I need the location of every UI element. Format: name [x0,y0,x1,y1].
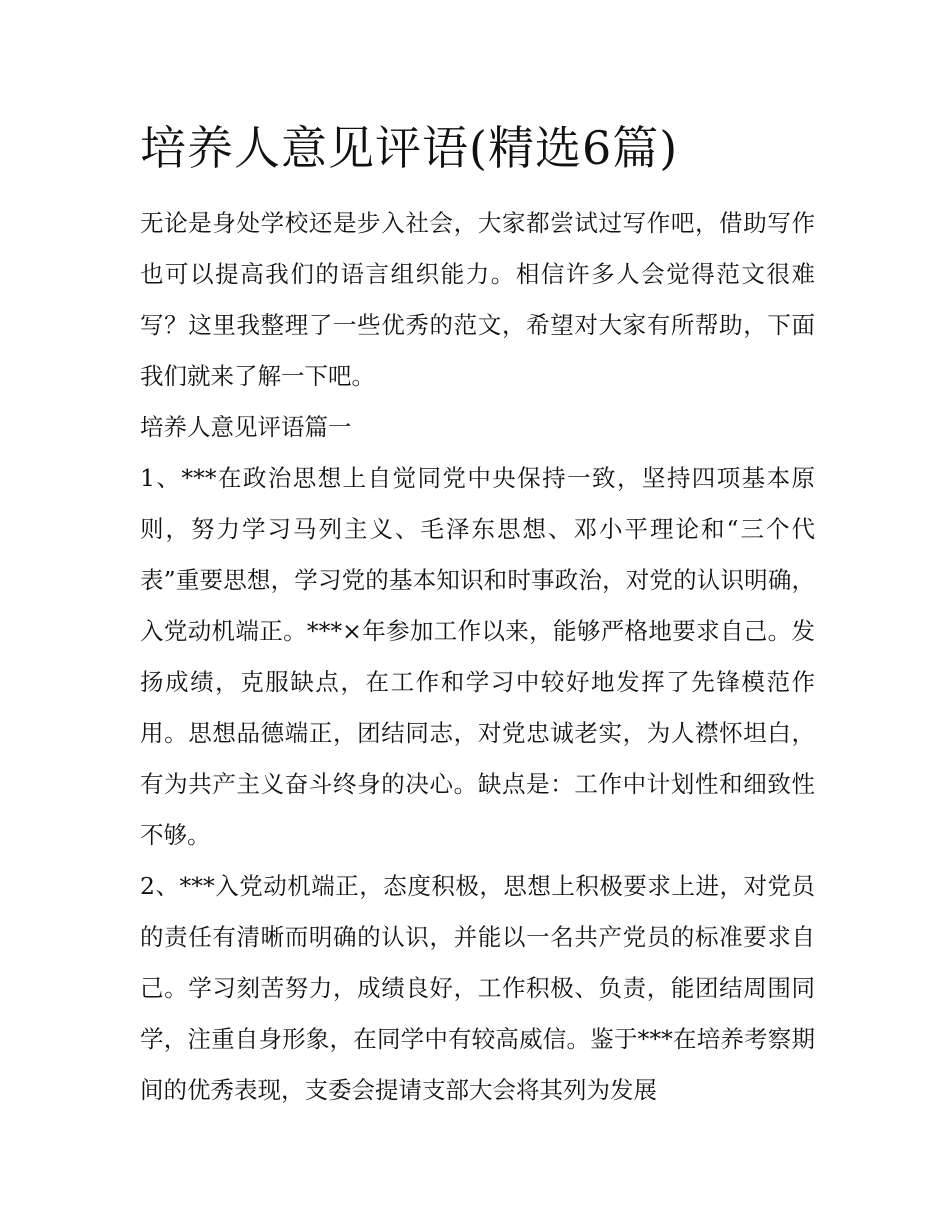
document-title: 培养人意见评语(精选6篇) [140,121,679,175]
paragraph-1: 1、***在政治思想上自觉同党中央保持一致，坚持四项基本原则，努力学习马列主义、毛泽东思想、邓小平理论和“三个代表”重要思想，学习党的基本知识和时事政治，对党的认识明确，入党动机端正。***×年参加工作以来，能够严格地要求自己。发扬成绩，克服缺点，在工作和学习中较好地发挥了先锋模范作用。思想品德端正，团结同志，对党忠诚老实，为人襟怀坦白，有为共产主义奋斗终身的决心。缺点是：工作中计划性和细致性不够。 [140,464,815,849]
paragraph-2: 2、***入党动机端正，态度积极，思想上积极要求上进，对党员的责任有清晰而明确的认识，并能以一名共产党员的标准要求自己。学习刻苦努力，成绩良好，工作积极、负责，能团结周围同学，注重自身形象，在同学中有较高威信。鉴于***在培养考察期间的优秀表现，支委会提请支部大会将其列为发展 [140,872,815,1104]
section-heading: 培养人意见评语篇一 [140,413,352,441]
document-page [140,112,815,1116]
intro-paragraph: 无论是身处学校还是步入社会，大家都尝试过写作吧，借助写作也可以提高我们的语言组织能力。相信许多人会觉得范文很难写？这里我整理了一些优秀的范文，希望对大家有所帮助，下面我们就来了解一下吧。 [140,209,815,390]
